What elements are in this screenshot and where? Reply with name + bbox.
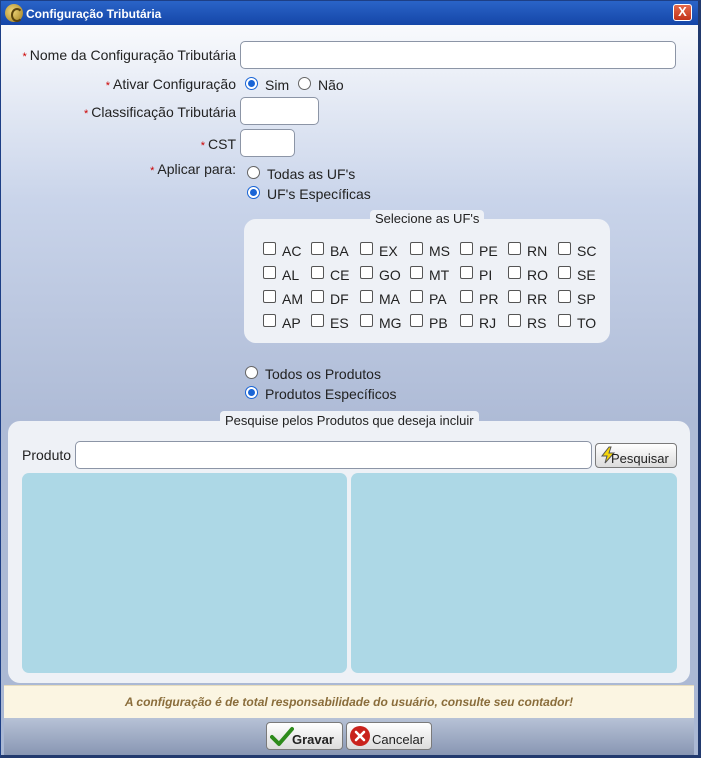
uf-label-ac[interactable]: AC: [282, 243, 302, 259]
todos-produtos-label[interactable]: Todos os Produtos: [265, 366, 381, 382]
uf-label-mg[interactable]: MG: [379, 315, 402, 331]
uf-label-ro[interactable]: RO: [527, 267, 548, 283]
close-button[interactable]: X: [673, 4, 692, 21]
uf-label-pi[interactable]: PI: [479, 267, 493, 283]
uf-checkbox-sp[interactable]: [558, 290, 571, 303]
uf-label-pb[interactable]: PB: [429, 315, 448, 331]
uf-checkbox-ms[interactable]: [410, 242, 423, 255]
uf-label-df[interactable]: DF: [330, 291, 349, 307]
uf-label-se[interactable]: SE: [577, 267, 596, 283]
uf-checkbox-pr[interactable]: [460, 290, 473, 303]
uf-label-pa[interactable]: PA: [429, 291, 447, 307]
uf-checkbox-al[interactable]: [263, 266, 276, 279]
ufs-especificas-label[interactable]: UF's Específicas: [267, 186, 371, 202]
uf-label-go[interactable]: GO: [379, 267, 401, 283]
ativar-nao-radio[interactable]: [298, 77, 311, 90]
uf-checkbox-go[interactable]: [360, 266, 373, 279]
aplicar-label-text: Aplicar para:: [157, 161, 236, 177]
uf-checkbox-rr[interactable]: [508, 290, 521, 303]
uf-checkbox-ba[interactable]: [311, 242, 324, 255]
cancelar-button[interactable]: [346, 722, 432, 750]
todas-ufs-radio[interactable]: [247, 166, 260, 179]
uf-label-ms[interactable]: MS: [429, 243, 450, 259]
uf-label-rj[interactable]: RJ: [479, 315, 497, 331]
uf-selector-legend: Selecione as UF's: [370, 210, 484, 228]
uf-label-sc[interactable]: SC: [577, 243, 597, 259]
cst-label: [11, 136, 236, 152]
cancel-x-icon: [349, 725, 371, 747]
nome-input[interactable]: [240, 41, 676, 69]
gravar-label: Gravar: [292, 732, 334, 747]
nome-label: [11, 47, 236, 63]
uf-checkbox-pi[interactable]: [460, 266, 473, 279]
title-bar[interactable]: [1, 1, 698, 25]
uf-checkbox-ap[interactable]: [263, 314, 276, 327]
ativar-nao-label[interactable]: Não: [318, 77, 344, 93]
uf-label-rr[interactable]: RR: [527, 291, 548, 307]
uf-checkbox-ro[interactable]: [508, 266, 521, 279]
uf-checkbox-se[interactable]: [558, 266, 571, 279]
uf-checkbox-es[interactable]: [311, 314, 324, 327]
uf-label-ba[interactable]: BA: [330, 243, 349, 259]
uf-checkbox-ma[interactable]: [360, 290, 373, 303]
uf-checkbox-ex[interactable]: [360, 242, 373, 255]
ativar-sim-label[interactable]: Sim: [265, 77, 290, 93]
uf-checkbox-pe[interactable]: [460, 242, 473, 255]
gravar-button[interactable]: [266, 722, 343, 750]
uf-checkbox-rj[interactable]: [460, 314, 473, 327]
cst-input[interactable]: [240, 129, 295, 157]
uf-label-am[interactable]: AM: [282, 291, 303, 307]
uf-checkbox-to[interactable]: [558, 314, 571, 327]
cancelar-label: Cancelar: [372, 732, 425, 747]
uf-label-pr[interactable]: PR: [479, 291, 499, 307]
produto-label: Produto: [22, 447, 72, 463]
uf-checkbox-rn[interactable]: [508, 242, 521, 255]
classificacao-label-text: Classificação Tributária: [91, 104, 236, 120]
uf-label-ma[interactable]: MA: [379, 291, 400, 307]
ativar-label-text: Ativar Configuração: [113, 76, 236, 92]
required-mark: *: [200, 140, 205, 152]
checkmark-icon: [270, 725, 294, 747]
uf-label-mt[interactable]: MT: [429, 267, 450, 283]
product-search-legend: Pesquise pelos Produtos que deseja incluir: [220, 411, 479, 431]
ufs-especificas-radio[interactable]: [247, 186, 260, 199]
uf-checkbox-sc[interactable]: [558, 242, 571, 255]
pesquisar-label: Pesquisar: [611, 451, 669, 466]
ativar-label: [11, 76, 236, 92]
uf-label-sp[interactable]: SP: [577, 291, 596, 307]
classificacao-input[interactable]: [240, 97, 319, 125]
todos-produtos-radio[interactable]: [245, 366, 258, 379]
classificacao-label: [11, 104, 236, 120]
uf-label-to[interactable]: TO: [577, 315, 597, 331]
app-logo-icon: [5, 4, 23, 22]
aplicar-label: [11, 161, 236, 177]
responsibility-note: A configuração é de total responsabilidade do usuário, consulte seu contador!: [4, 685, 694, 718]
uf-checkbox-am[interactable]: [263, 290, 276, 303]
todas-ufs-label[interactable]: Todas as UF's: [267, 166, 356, 182]
required-mark: *: [105, 80, 111, 92]
produtos-especificos-radio[interactable]: [245, 386, 258, 399]
uf-label-pe[interactable]: PE: [479, 243, 498, 259]
uf-label-al[interactable]: AL: [282, 267, 300, 283]
uf-label-ce[interactable]: CE: [330, 267, 350, 283]
uf-label-ap[interactable]: AP: [282, 315, 301, 331]
required-mark: *: [22, 51, 27, 63]
nome-label-text: Nome da Configuração Tributária: [29, 47, 236, 63]
required-mark: *: [150, 165, 155, 177]
uf-checkbox-ac[interactable]: [263, 242, 276, 255]
uf-checkbox-ce[interactable]: [311, 266, 324, 279]
ativar-sim-radio[interactable]: [245, 77, 258, 90]
window-title: Configuração Tributária: [26, 7, 162, 21]
uf-checkbox-pb[interactable]: [410, 314, 423, 327]
uf-label-rn[interactable]: RN: [527, 243, 548, 259]
uf-label-ex[interactable]: EX: [379, 243, 398, 259]
produto-input[interactable]: [75, 441, 592, 469]
uf-checkbox-mg[interactable]: [360, 314, 373, 327]
pesquisar-button[interactable]: [595, 443, 677, 468]
selected-products-list[interactable]: [351, 473, 677, 673]
cst-label-text: CST: [208, 136, 236, 152]
uf-label-es[interactable]: ES: [330, 315, 349, 331]
required-mark: *: [83, 108, 89, 120]
produtos-especificos-label[interactable]: Produtos Específicos: [265, 386, 397, 402]
available-products-list[interactable]: [22, 473, 347, 673]
uf-label-rs[interactable]: RS: [527, 315, 547, 331]
uf-checkbox-df[interactable]: [311, 290, 324, 303]
uf-checkbox-mt[interactable]: [410, 266, 423, 279]
uf-checkbox-rs[interactable]: [508, 314, 521, 327]
uf-checkbox-pa[interactable]: [410, 290, 423, 303]
